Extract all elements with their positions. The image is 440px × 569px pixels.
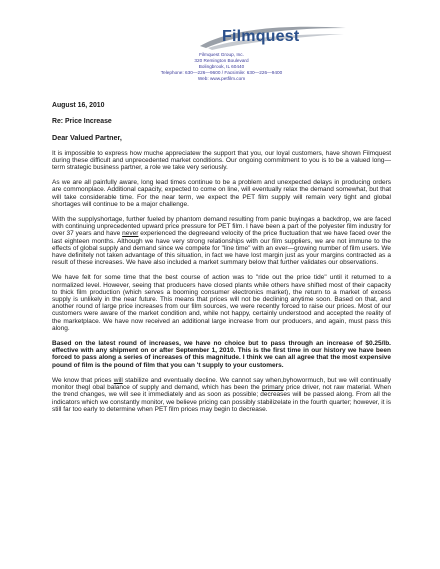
underlined-word: never [122, 230, 139, 238]
letter-salutation: Dear Valued Partner, [52, 133, 122, 143]
address-line: Bolingbrook, IL 60440 [198, 64, 245, 70]
letter-date: August 16, 2010 [52, 102, 105, 109]
paragraph-price-pressure [52, 216, 391, 266]
underlined-word: will [113, 376, 123, 384]
paragraph-market-tide: We have felt for some time that the best course of action was to "ride out the price tide" until it returned to a normalized level. However, seeing that producers have closed plants while others have shifted most of their capacity to thick film production (which serves a booming consumer electronics market), the return to a market of excess supply is unlikely in the near future. This means that prices will not be declining anytime soon. Based on that, and another round of large price increases from our film sources, we were recently forced to raise our prices. Most of our customers were aware of the market condition and, while not happy, certainly understood and accepted the reality of the marketplace. We have now received an additional large increase from our producers, and again, must pass this along. [52, 274, 391, 332]
text-run: stabilize and eventually decline. We cannot say when,byhowormuch, but we will continually monitor thegl obal balance of supply and demand, which has been the [52, 376, 391, 392]
company-address [52, 52, 391, 82]
text-run: experienced the degreeand velocity of the price fluctuation that we have faced over the last eighteen months. Although we have very strong relationships with our film suppliers, we are not immune to the effects of global supply and demand since we compete for "line time" with an ever—growing number of film users. We have definitely not taken advantage of this situation, in fact we have lost margin just as your margins contracted as a result of these increases. We have also included a market summary below that further validates our observations. [52, 230, 391, 267]
company-name: Filmquest [222, 28, 300, 45]
text-run: With the supplyshortage, further fueled by phantom demand resulting from panic buyingas a backdrop, we are faced with continuing unprecedented upward price pressure for PET film. I have been a part of the polyester film industry for over 37 years and have [52, 216, 391, 238]
paragraph-supply: As we are all painfully aware, long lead times continue to be a problem and unexpected delays in producing orders are commonplace. Additional capacity, expected to come on line, will eventually relax the demand somewhat, but that will take considerable time. For the near term, we expect the PET film supply will remain very tight and global shortages will continue to be a major challenge. [52, 179, 391, 208]
letterhead [52, 0, 391, 96]
address-line: Web: www.petfilm.com [197, 76, 246, 82]
address-line: 320 Remington Boulevard [194, 58, 249, 64]
address-line: Filmquest Group, Inc. [199, 52, 244, 57]
paragraph-outlook [52, 377, 391, 413]
address-line: Telephone: 630—226—9600 / Facsimile: 630—226—9400 [160, 70, 283, 76]
underlined-word: primary [262, 384, 284, 392]
text-run: price driver, not raw material. When the trend changes, we will see it immediately and as soon as possible; decreases will be passed along. From all the indicators which we constantly monitor, we believe pricing can possibly stabilizelate in the fourth quarter; however, it is still far too early to determine when PET film prices may begin to decrease. [52, 384, 391, 413]
paragraph-increase-notice: Based on the latest round of increases, we have no choice but to pass through an increase of $0.25/lb. effective with any shipment on or after September 1, 2010. This is the first time in our history we have been forced to pass along a series of increases of this magnitude. I think we can all agree that the most expensive pound of film is the pound of film that you can 't supply to your customers. [52, 340, 391, 369]
letter-subject: Re: Price Increase [52, 118, 112, 126]
company-logo [198, 22, 348, 52]
paragraph-appreciation: It is impossible to express how muche appreciatew the support that you, our loyal customers, have shown Filmquest during these difficult and unprecedented market conditions. Our ongoing commitment to you is to be a valued long—term strategic business partner, a role we take very seriously. [52, 149, 391, 172]
letter-body [52, 102, 391, 413]
text-run: We know that prices [52, 376, 114, 384]
